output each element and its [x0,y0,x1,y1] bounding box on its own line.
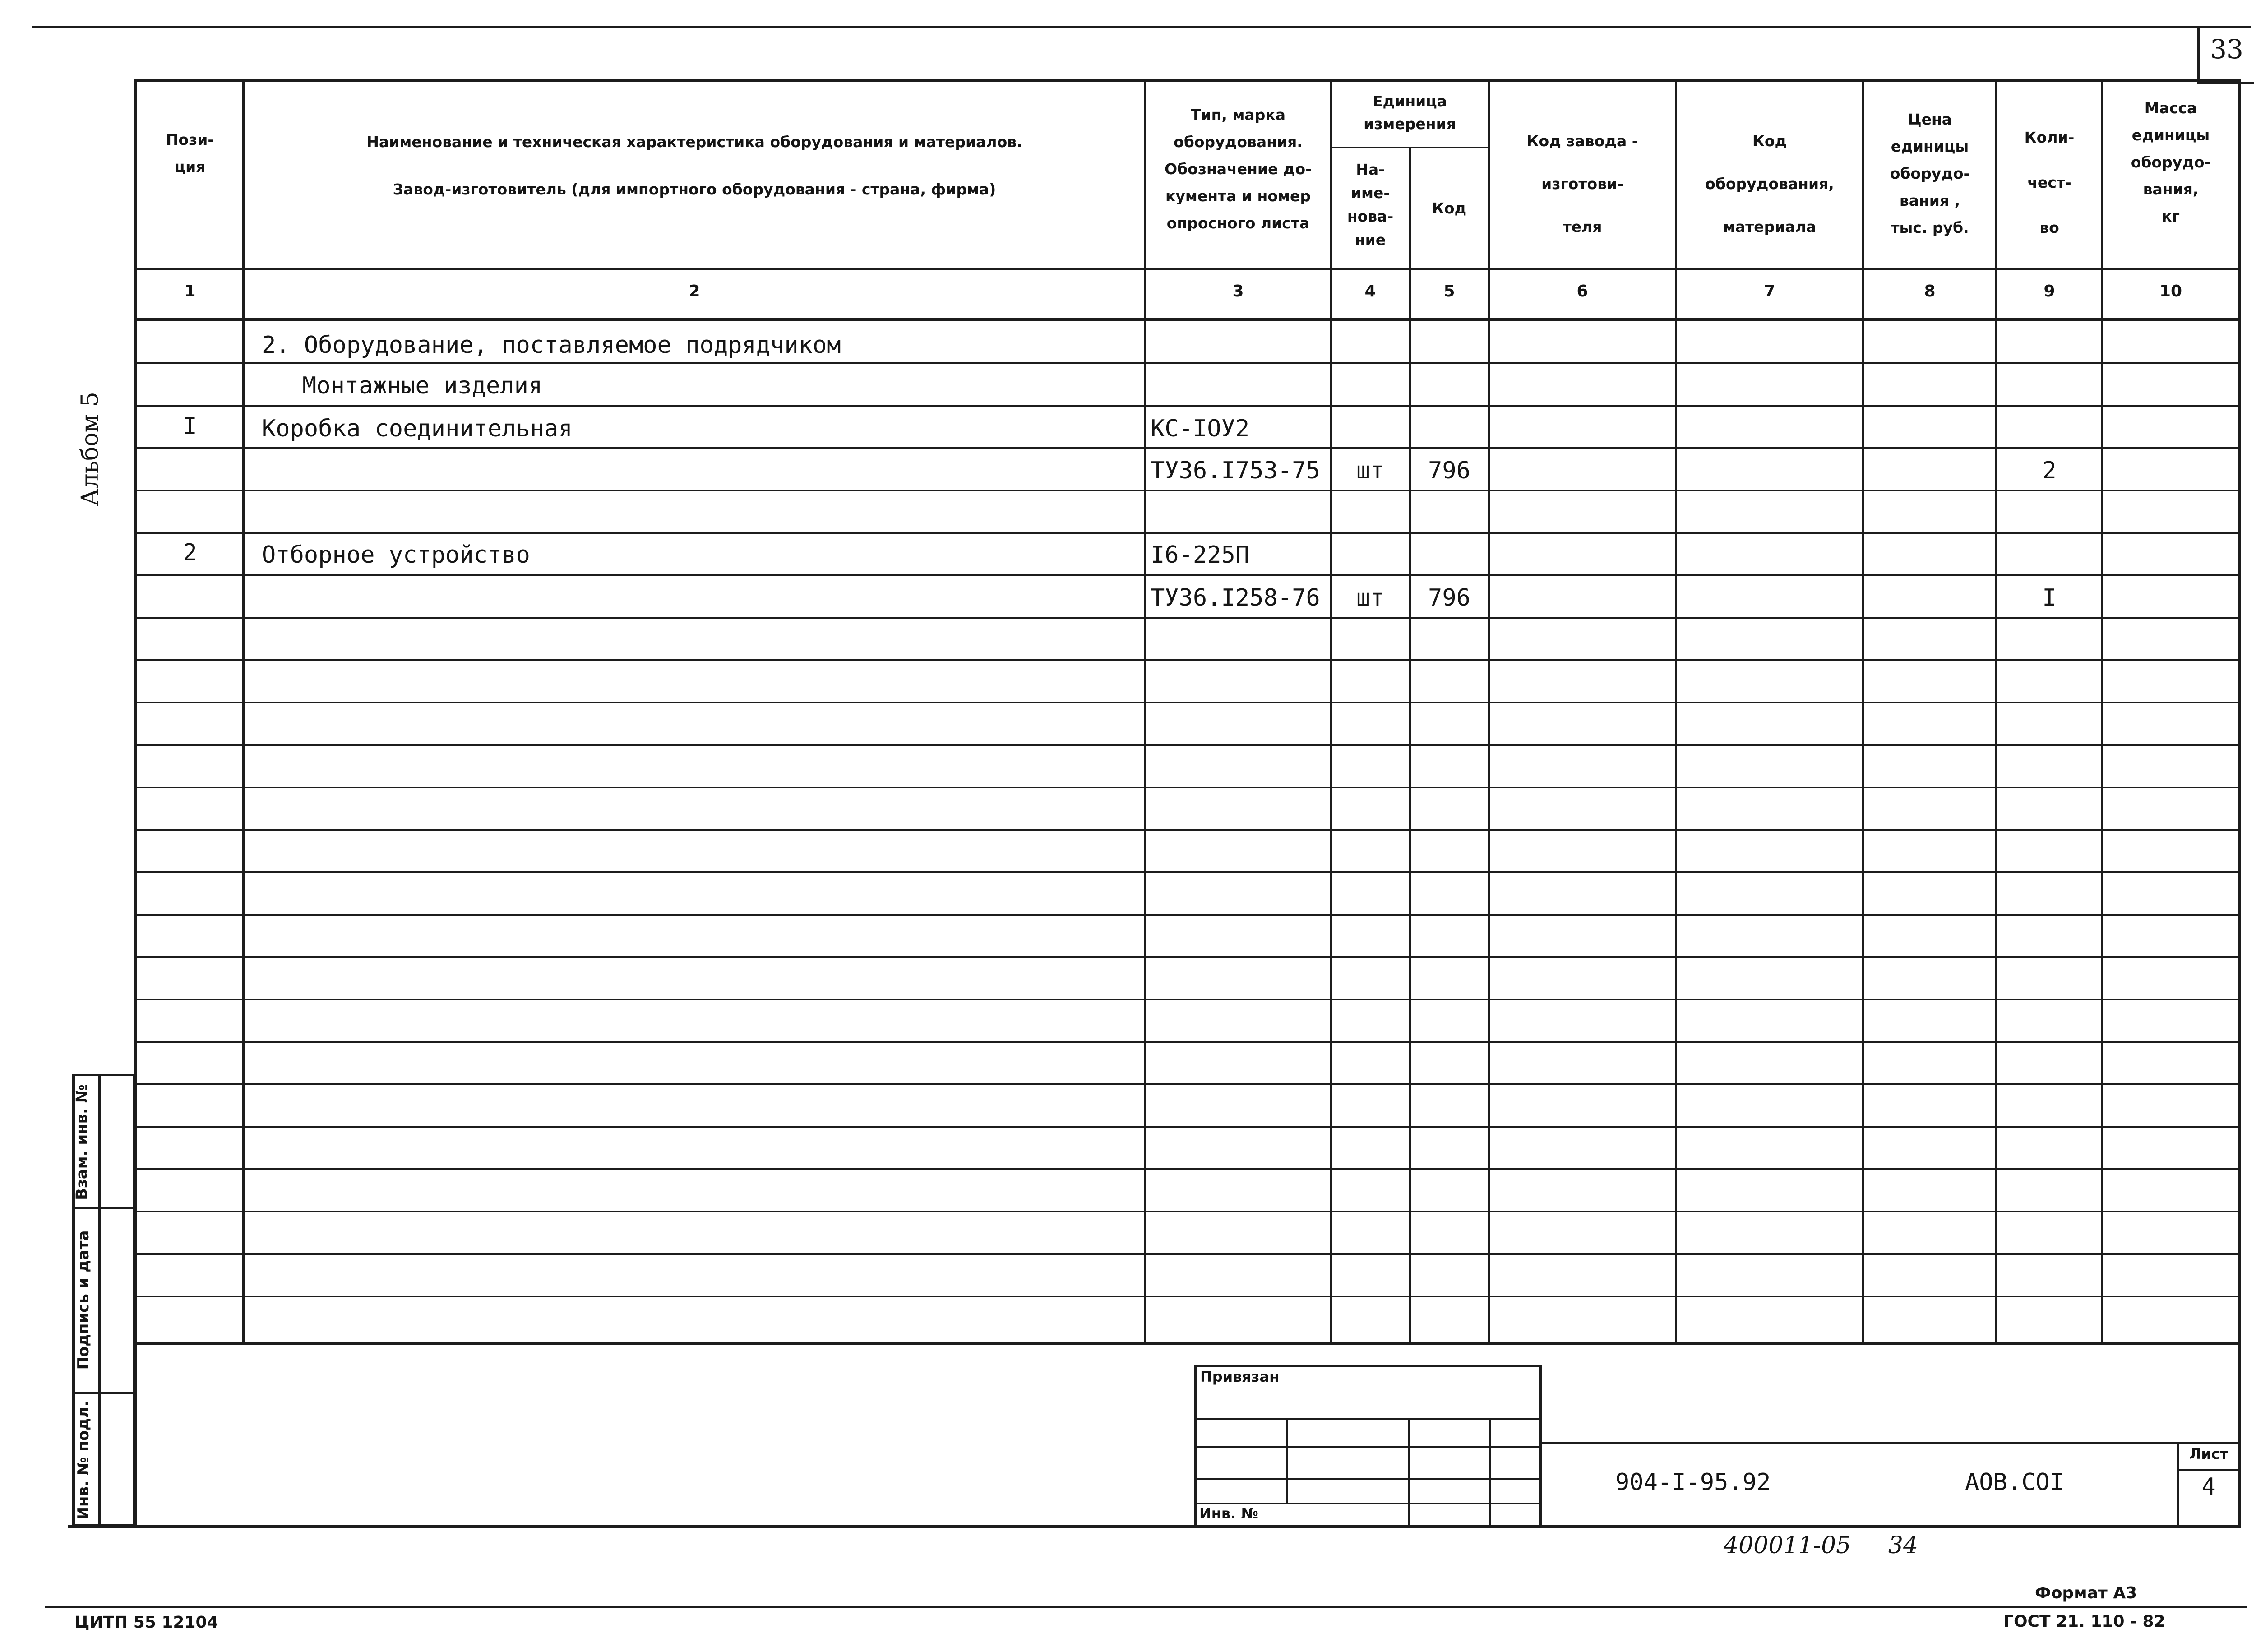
row-unit: шт [1356,584,1385,611]
side-stamp-divider [72,1392,135,1394]
header-name-line2: Завод-изготовитель (для импортного оборудования - страна, фирма) [393,180,996,198]
sheet-label: Лист [2189,1445,2228,1462]
header-type [1146,102,1330,237]
header-unit-code: Код [1432,199,1467,217]
header-mass-line: вания, [2143,180,2199,198]
row-line [135,1168,2240,1170]
row-code: 796 [1428,584,1470,611]
frame-right [2238,79,2241,1527]
row-line [135,1041,2240,1043]
row-unit: шт [1356,457,1385,484]
header-type-line: кумента и номер [1165,187,1311,205]
header-equip-code-line: оборудования, [1705,175,1834,193]
header-price-line: тыс. руб. [1891,219,1969,236]
header-unit-name-line: нова- [1347,208,1394,225]
table-bottom-line [135,1342,2240,1345]
row-line [135,829,2240,831]
footer-format: Формат А3 [2035,1584,2137,1602]
row-line [135,490,2240,491]
header-plant-code [1490,120,1675,248]
header-price [1864,106,1995,241]
header-price-line: оборудо- [1890,165,1970,182]
numbers-bottom-line [135,318,2240,321]
row-line [135,1083,2240,1085]
header-equip-code-line: материала [1723,218,1817,236]
row-line [135,871,2240,873]
document-code: АОВ.СОI [1965,1469,2064,1496]
header-qty-line: Коли- [2024,129,2075,146]
title-block-top [1542,1442,2241,1444]
header-unit-name-line: ние [1355,231,1386,249]
side-stamp-signature-date: Подпись и дата [74,1230,92,1370]
header-type-line: оборудования. [1174,133,1303,151]
row-type: I6-225П [1151,541,1250,569]
frame-bottom [68,1525,2241,1528]
header-unit-name-line: На- [1356,161,1385,178]
header-type-line: Тип, марка [1191,106,1285,124]
binding-grid-line [1408,1418,1410,1527]
header-plant-code-line: теля [1563,218,1602,236]
column-number: 1 [184,282,196,301]
row-line [135,956,2240,958]
header-unit-name-line: име- [1350,184,1390,202]
row-code: 796 [1428,457,1470,484]
header-position [138,126,242,180]
binding-label: Привязан [1200,1368,1280,1385]
row-line [135,405,2240,407]
header-mass-line: Масса [2144,99,2197,117]
header-name-line1: Наименование и техническая характеристика оборудования и материалов. [366,133,1022,151]
side-stamp-replacement-inv: Взам. инв. № [73,1084,91,1200]
header-unit-group-line: измерения [1364,115,1456,133]
row-name: Коробка соединительная [262,415,573,442]
header-mass [2103,95,2238,230]
handwritten-number: 400011-05 34 [1724,1532,1919,1559]
row-qty: 2 [2042,457,2057,484]
footer-left-code: ЦИТП 55 12104 [74,1613,218,1632]
row-type: ТУ36.I753-75 [1151,457,1320,484]
document-number: 904-I-95.92 [1615,1469,1771,1496]
row-position: I [183,413,197,440]
header-qty-line: чест- [2027,174,2071,191]
row-line [135,744,2240,746]
side-stamp-divider [98,1074,101,1527]
row-line [135,532,2240,534]
header-type-line: опросного листа [1166,214,1310,232]
row-name: Отборное устройство [262,541,530,569]
column-number: 4 [1364,282,1376,301]
row-line [135,914,2240,916]
binding-grid-line [1489,1418,1491,1527]
header-equip-code [1677,120,1862,248]
row-line [135,447,2240,449]
row-type: ТУ36.I258-76 [1151,584,1320,611]
header-mass-line: кг [2162,208,2180,225]
column-number: 9 [2043,282,2055,301]
bottom-rule [45,1606,2247,1608]
row-line [135,574,2240,576]
column-number: 3 [1232,282,1244,301]
header-plant-code-line: Код завода - [1526,132,1638,150]
row-name: 2. Оборудование, поставляемое подрядчиком [262,332,841,359]
header-price-line: вания , [1899,192,1960,209]
row-name: Монтажные изделия [302,372,543,399]
header-qty [1997,115,2101,250]
header-mass-line: единицы [2131,126,2210,144]
header-price-line: единицы [1891,138,1969,155]
page-number: 33 [2210,34,2243,65]
column-number: 7 [1764,282,1775,301]
row-line [135,1296,2240,1297]
column-number: 8 [1924,282,1936,301]
column-number: 10 [2159,282,2182,301]
row-position: 2 [183,539,197,566]
row-line [135,1126,2240,1128]
row-qty: I [2042,584,2057,611]
row-line [135,1211,2240,1212]
column-number: 6 [1576,282,1588,301]
header-equip-code-line: Код [1752,132,1787,150]
inventory-number-label: Инв. № [1199,1505,1258,1522]
header-position-line: Пози- [166,131,214,148]
column-number: 5 [1443,282,1455,301]
unit-group-divider [1331,147,1489,148]
row-line [135,787,2240,788]
header-bottom-line [135,268,2240,270]
row-line [135,617,2240,619]
footer-gost: ГОСТ 21. 110 - 82 [2003,1612,2165,1631]
header-type-line: Обозначение до- [1165,160,1312,178]
header-qty-line: во [2039,219,2059,236]
row-line [135,1253,2240,1255]
row-line [135,702,2240,703]
album-label: Альбом 5 [77,392,104,506]
top-rule [32,26,2251,28]
header-position-line: ция [174,158,206,176]
sheet-number: 4 [2201,1473,2216,1500]
header-plant-code-line: изготови- [1541,175,1623,193]
row-line [135,659,2240,661]
column-number: 2 [689,282,700,301]
binding-grid-line [1286,1418,1288,1504]
row-type: КС-IOУ2 [1151,415,1250,442]
header-unit-group [1332,90,1488,135]
header-price-line: Цена [1907,111,1952,128]
header-unit-group-line: Единица [1373,93,1447,110]
side-stamp-original-inv: Инв. № подл. [74,1401,92,1520]
sheet-box-divider [2177,1469,2240,1471]
frame-top [135,79,2240,82]
header-unit-name [1332,158,1409,252]
row-line [135,362,2240,364]
header-mass-line: оборудо- [2131,153,2211,171]
row-line [135,999,2240,1000]
